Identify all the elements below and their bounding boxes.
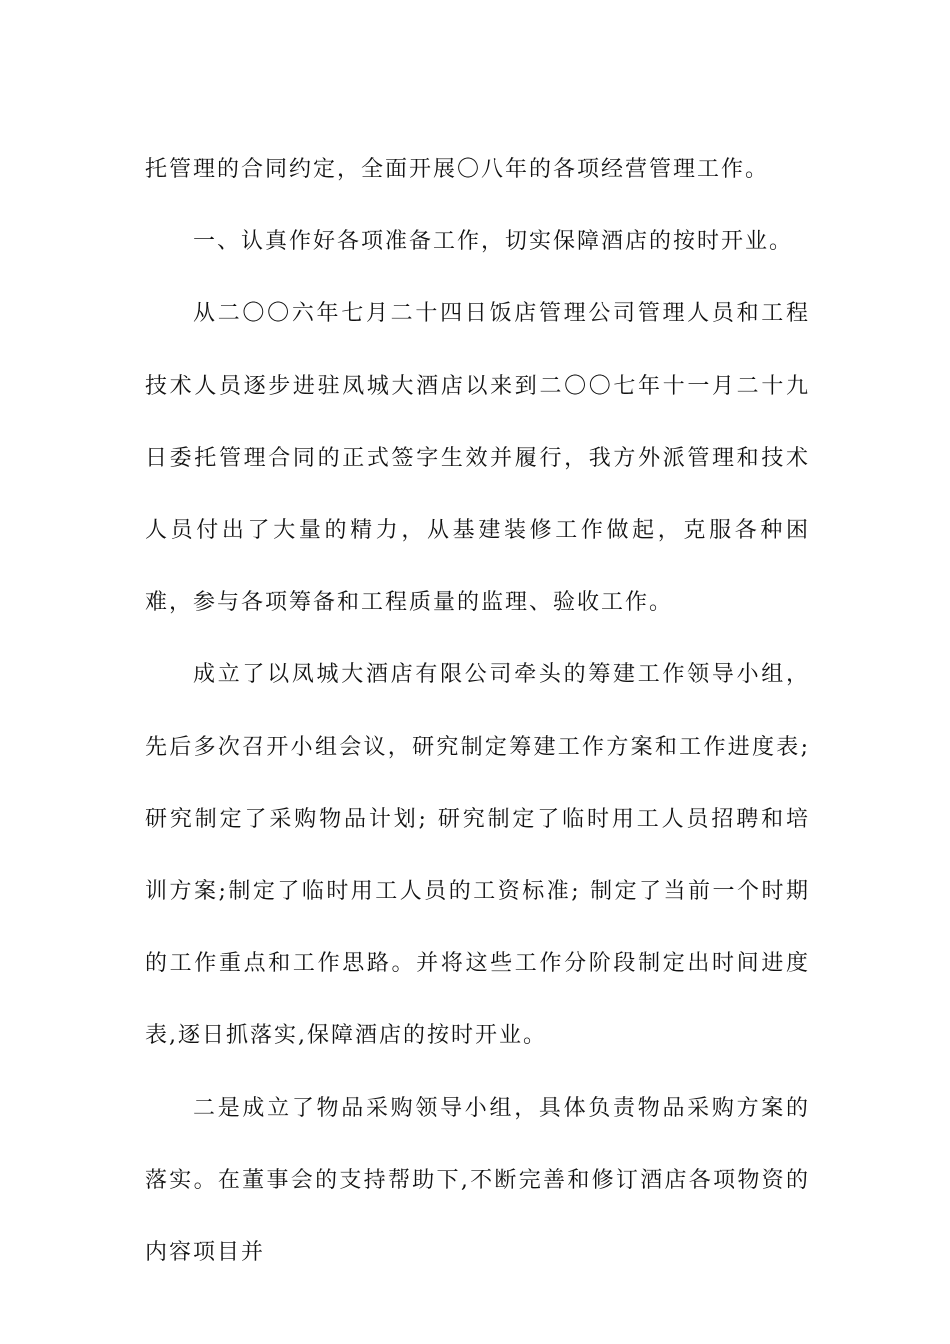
text-line: 在董事会的支持帮助下,不断完善和修订酒店各项物资的内容项目并 [145,1167,810,1266]
text-line: 了采购物品计划; 研究制定了临时用工人员招聘和培训方案;制定了 [145,806,810,905]
text-line: 一、认真作好各项准备工作，切实保障酒店的按时开业。 [193,229,794,255]
document-body [145,134,810,1289]
paragraph [145,206,810,278]
paragraph [145,1073,810,1290]
paragraph [145,134,810,206]
text-line: 成立了以凤城大酒店有限公司牵头的筹建工作领导小组，先后 [145,662,810,760]
text-line: 理合同的正式签字生效并履行，我方外派管理和技术人员付出了大 [145,445,810,544]
text-line: 工程质量的监理、验收工作。 [361,590,674,616]
paragraph [145,278,810,639]
text-line: 多次召开小组会议，研究制定筹建工作方案和工作进度表;研究制定 [145,734,810,832]
text-line: 托管理的合同约定，全面开展〇八年的各项经营管理工作。 [145,157,770,182]
text-line: 从二〇〇六年七月二十四日饭店管理公司管理人员和工程技术 [145,301,810,399]
text-line: 人员逐步进驻凤城大酒店以来到二〇〇七年十一月二十九日委托管 [145,373,810,471]
text-line: 二是成立了物品采购领导小组，具体负责物品采购方案的落实。 [145,1095,810,1193]
text-line: 店的按时开业。 [379,1023,548,1049]
paragraph [145,639,810,1072]
text-line: 思路。并将这些工作分阶段制定出时间进度表,逐日抓落实,保障酒 [145,951,810,1049]
text-line: 量的精力，从基建装修工作做起，克服各种困难，参与各项筹备和 [145,518,810,616]
text-line: 临时用工人员的工资标准; 制定了当前一个时期的工作重点和工作 [145,879,810,977]
